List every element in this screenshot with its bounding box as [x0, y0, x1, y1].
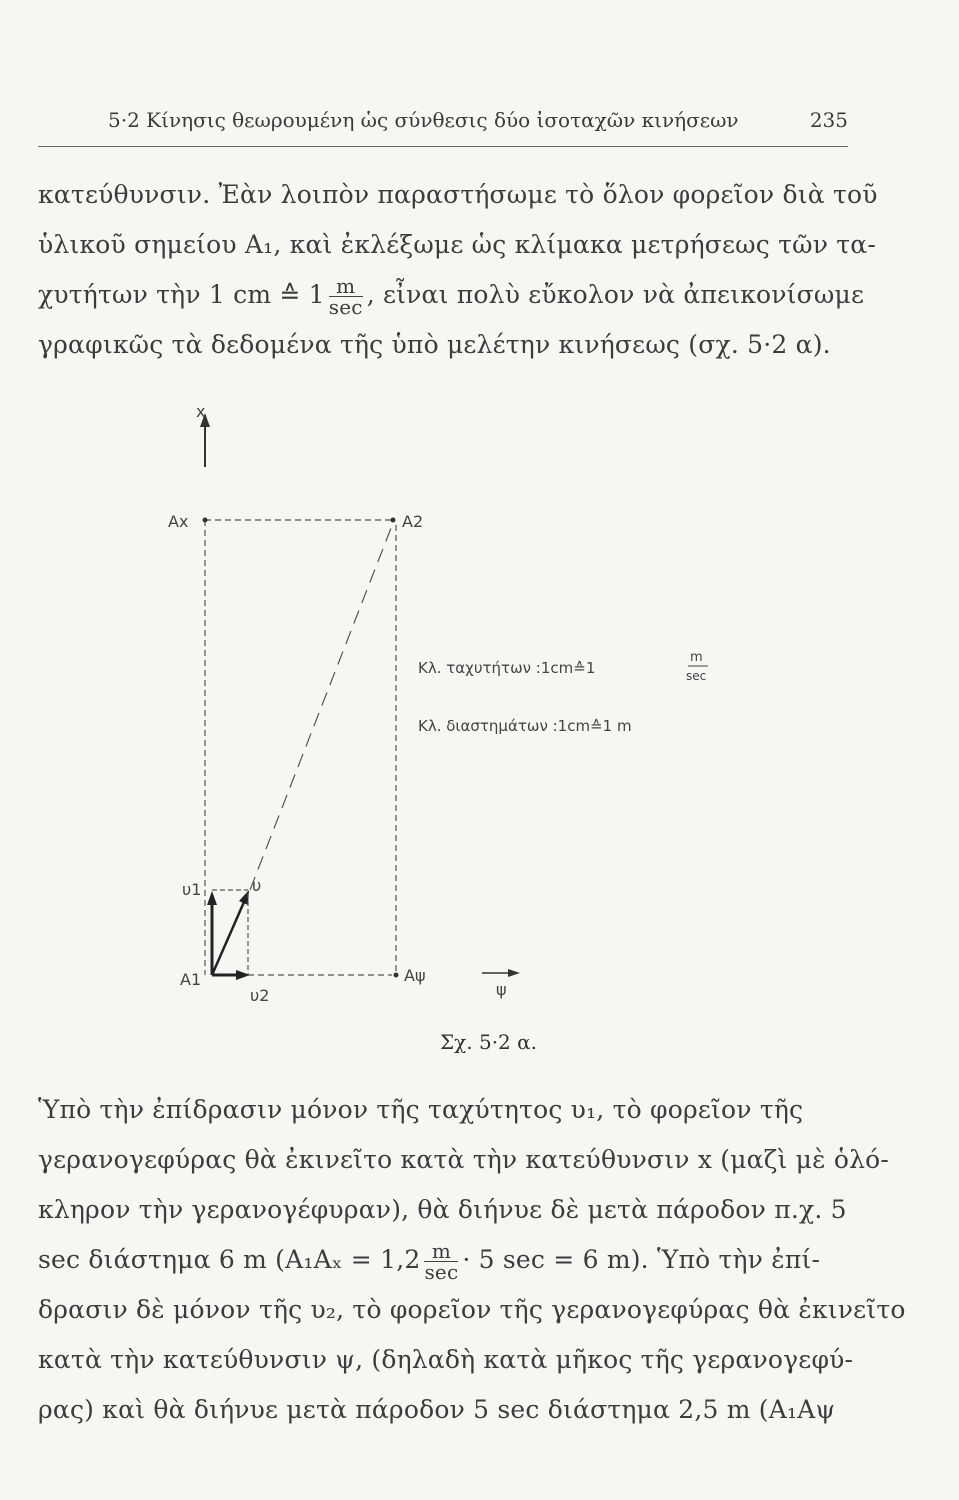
section-title: 5·2 Κίνησις θεωρουμένη ὡς σύνθεσις δύο ἰσοταχῶν κινήσεων: [108, 108, 739, 132]
text-line: κατεύθυνσιν. Ἐὰν λοιπὸν παραστήσωμε τὸ ὅλον φορεῖον διὰ τοῦ: [38, 180, 878, 209]
text-fragment: · 5 sec = 6 m). Ὑπὸ τὴν ἐπί-: [462, 1245, 821, 1274]
point-apsi-dot: [394, 973, 399, 978]
resultant-path-line: [250, 523, 393, 890]
body-paragraph: [38, 1085, 906, 1435]
velocity-diagram: [160, 395, 760, 1020]
speed-scale-denominator: sec: [686, 669, 707, 683]
point-a2-dot: [391, 518, 396, 523]
fraction: [329, 276, 363, 317]
speed-scale-label: Κλ. ταχυτήτων :1cm≙1: [418, 659, 596, 677]
text-fragment: , εἶναι πολὺ εὔκολον νὰ ἀπεικονίσωμε: [366, 280, 865, 309]
distance-scale-label: Κλ. διαστημάτων :1cm≙1 m: [418, 717, 632, 735]
fraction: [424, 1241, 458, 1282]
text-fragment: sec διάστημα 6 m (A₁Aₓ = 1,2: [38, 1245, 421, 1274]
header-rule: [38, 146, 848, 147]
text-line: γερανογεφύρας θὰ ἐκινεῖτο κατὰ τὴν κατεύθυνσιν x (μαζὶ μὲ ὁλό-: [38, 1145, 890, 1174]
text-line: δρασιν δὲ μόνον τῆς υ₂, τὸ φορεῖον τῆς γερανογεφύρας θὰ ἐκινεῖτο: [38, 1295, 906, 1324]
psi-axis-arrowhead: [508, 969, 520, 977]
point-ax-dot: [203, 518, 208, 523]
label-a1: A1: [180, 970, 202, 989]
label-a2: A2: [402, 512, 424, 531]
text-line: [38, 270, 865, 320]
running-header: [108, 108, 848, 142]
vector-u1-arrowhead: [207, 891, 217, 905]
x-axis-label: x: [196, 402, 206, 421]
text-line: ρας) καὶ θὰ διήνυε μετὰ πάροδον 5 sec διάστημα 2,5 m (A₁Aψ: [38, 1395, 836, 1424]
label-u: υ: [252, 876, 262, 895]
label-apsi: Aψ: [404, 966, 426, 985]
text-fragment: χυτήτων τὴν 1 cm ≙ 1: [38, 280, 325, 309]
label-ax: Ax: [168, 512, 189, 531]
label-u1: υ1: [182, 880, 202, 899]
text-line: κληρον τὴν γερανογέφυραν), θὰ διήνυε δὲ μετὰ πάροδον π.χ. 5: [38, 1195, 847, 1224]
intro-paragraph: [38, 170, 878, 370]
text-line: ὑλικοῦ σημείου A₁, καὶ ἐκλέξωμε ὡς κλίμακα μετρήσεως τῶν τα-: [38, 230, 877, 259]
psi-axis-label: ψ: [496, 980, 507, 999]
label-u2: υ2: [250, 986, 270, 1005]
fraction-denominator: sec: [328, 295, 363, 319]
fraction-numerator: m: [329, 276, 363, 297]
speed-scale-numerator: m: [690, 650, 703, 665]
text-line: [38, 1235, 850, 1285]
figure-caption: Σχ. 5·2 α.: [440, 1030, 538, 1054]
text-line: κατὰ τὴν κατεύθυνσιν ψ, (δηλαδὴ κατὰ μῆκος τῆς γερανογεφύ-: [38, 1345, 854, 1374]
fraction-numerator: m: [424, 1241, 458, 1262]
text-line: γραφικῶς τὰ δεδομένα τῆς ὑπὸ μελέτην κινήσεως (σχ. 5·2 α).: [38, 330, 831, 359]
vector-u: [212, 902, 244, 975]
page-number: 235: [809, 108, 848, 132]
text-line: Ὑπὸ τὴν ἐπίδρασιν μόνον τῆς ταχύτητος υ₁, τὸ φορεῖον τῆς: [38, 1095, 804, 1124]
fraction-denominator: sec: [424, 1260, 459, 1284]
